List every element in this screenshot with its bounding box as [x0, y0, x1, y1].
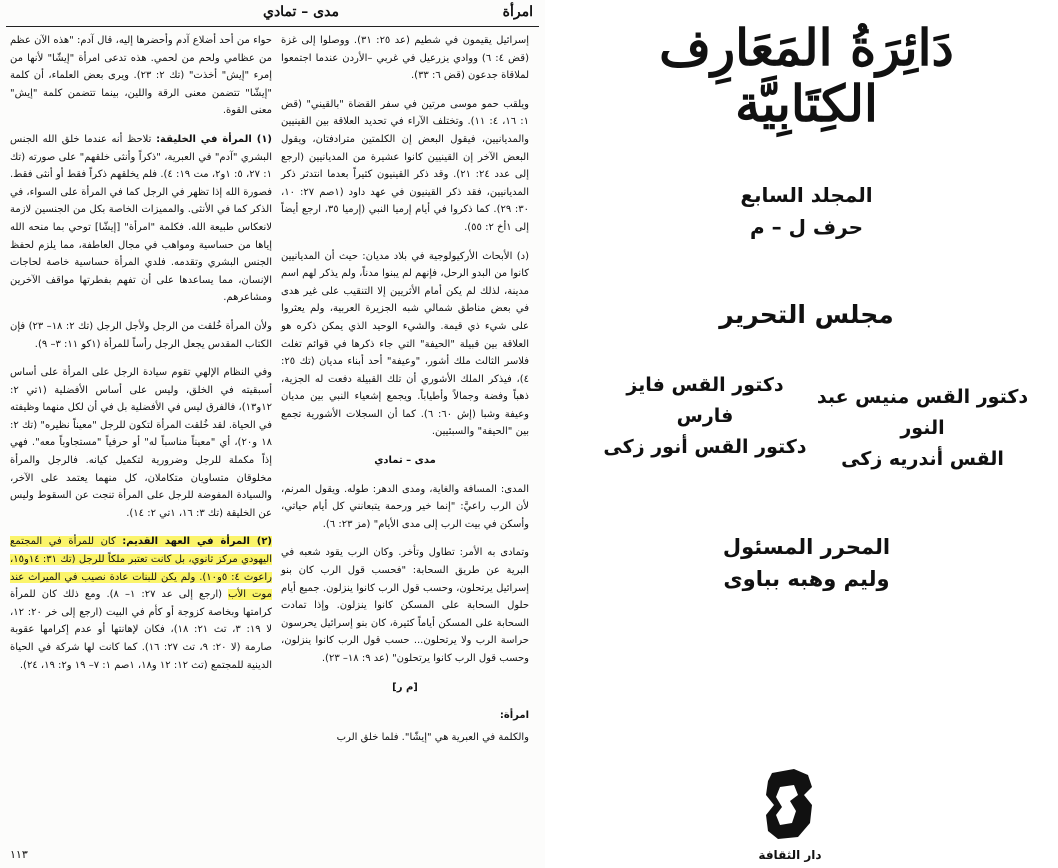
paragraph: حواء من أحد أضلاع آدم وأحضرها إليه، قال آدم: "هذه الآن عظم من عظامي ولحم من لحمي. هذه تدعى امرأة "إيشّا" لأنها من إمرء "إيش" أخذت" (تك ٢: ٢٣). ويرى بعض العلماء، أن كلمة "إيشّا" تتضمن معنى الرقة واللين، بينما تتضمن كلمة "إيش" معنى القوة.: [10, 35, 272, 117]
paragraph: (د) الأبحاث الأركيولوجية في بلاد مديان: حيث أن المديانيين كانوا من البدو الرحل، فإنهم لم يبنوا مدناً، ولم يذكر لهم اسم مدينة، لذلك لم يكن أمام الأثريين إلا التنقيب على غير هدى في بعض مناطق شمالي شبه الجزيرة العربية، ولم يعثروا على شيء ذي قيمة. والشيء الوحيد الذي يمكن ذكره هو العلاقة بين قبيلة "الحيفة" التي جاء ذكرها في قوائم تغلث فلاسر الثالث ملك أشور، "وعيفة" أحد أبناء مديان (تك ٢٥: ٤)، فيذكر الملك الأشوري أن تلك القبيلة دفعت له الجزية، ذهباً وفضة وجمالاً وأطياباً. ويجمع إشعياء النبي بين مديان وعيفة وشبا (إش ٦٠: ٦). كما أن السجلات الأشورية تجمع بين "الحيفة" والسبئيين.: [281, 250, 529, 438]
highlight-body: كان للمرأة في المجتمع اليهودي مركز ثانوي، بل كانت تعتبر ملكاً للرجل (تك ٣١: ١٤و١٥، راعوث ٤: ٥و١٠). ولم يكن للبنات عادة نصيب في الميراث عند موت الأب: [10, 536, 272, 601]
publisher-name: دار الثقافة: [758, 848, 822, 862]
paragraph: وفي النظام الإلهي تقوم سيادة الرجل على المرأة على أساس أسبقيته في الخلق، وليس على أساس الأفضلية (١تي ٢: ١٢و١٣)، فالفرق ليس في الأفضلية بل في أن لكل منهما وظيفته في الحياة. لقد خُلقت المرأة لتكون للرجل "معيناً نظيره" (تك ٢: ١٨ و٢٠)، أي "معيناً مناسباً له" أو حرفياً "مستجاوباً معه". فهي إذاً مكملة للرجل وضرورية لتكميل كيانه. فالرجل والمرأة مخلوقان متساويان متكاملان، كل منهما يعتمد على الآخر، والسيادة المفوضة للرجل على المرأة تنجت عن السقوط وليس عن الخليقة (تك ٣: ١٦، ١تي ٢: ١٤).: [10, 367, 272, 519]
publisher-logo: [750, 765, 830, 865]
header-entry-range: مدى – تمادي: [262, 4, 339, 20]
editor-name: دكتور القس فايز فارس: [626, 374, 784, 427]
cover-title-line1: دَائِرَةُ المَعَارِف: [659, 18, 954, 77]
paragraph-text: تلاحظ أنه عندما خلق الله الجنس البشري "آدم" في العبرية، "ذكراً وأنثى خلقهم" على صورته (تك ١: ٢٧، ٥: ١و٢، مت ١٩: ٤). فلم يخلقهم ذكراً فقط أو أنثى فقط. فصورة الله إذا تظهر في الرجل كما في المرأة على السواء، في الذكر كما في الأنثى. والمميزات الخاصة بكل من الجنسين لازمة لانعكاس طبيعة الله. فكلمة "امرأة" [إيشّا] توحي بما منحه الله إياها من حساسية ومواهب في مجال العاطفة، مما يلزم لحفظ الجنس البشري وتقدمه. فلدي المرأة حساسية خاصة لحاجات الإنسان، مما يساعدها على أن تفهم بفطرتها مواقف الآخرين ومشاعرهم.: [10, 133, 272, 304]
right-text-column: [281, 32, 529, 757]
subheading: (١) المرأة في الخليقة:: [156, 133, 272, 145]
left-text-column: [10, 32, 272, 685]
paragraph: ولأن المرأة خُلقت من الرجل ولأجل الرجل (تك ٢: ١٨– ٢٣) فإن الكتاب المقدس يجعل الرجل رأساً للمرأة (١كو ١١: ٣– ٩).: [10, 320, 272, 350]
volume-label: المجلد السابع: [740, 183, 873, 207]
paragraph: المدى: المسافة والغاية، ومدى الدهر: طوله. ويقول المرنم، لأن الرب راعيَّ: "إنما خير ورحمة يتبعانني كل أيام حياتي، وأسكن في بيت الرب إلى مدى الأيام" (مز ٢٣: ٦).: [281, 483, 529, 530]
editors-left: [595, 370, 815, 463]
paragraph: والكلمة في العبرية هي "إيشّا". فلما خلق الرب: [336, 731, 529, 743]
header-rule: [6, 26, 539, 27]
section-mark: [م ر]: [392, 681, 418, 693]
page-header: [8, 2, 539, 24]
paragraph-old-testament: [10, 533, 272, 674]
editor-name: دكتور القس منيس عبد النور: [816, 386, 1029, 439]
editor-name: القس أندريه زكى: [841, 448, 1004, 470]
letters-label: حرف ل – م: [750, 215, 863, 239]
subheading: (٢) المرأة في العهد القديم:: [122, 536, 272, 548]
responsible-editor-title: المحرر المسئول: [722, 535, 891, 559]
editor-name: دكتور القس أنور زكى: [603, 436, 807, 458]
editors-right: [805, 382, 1040, 475]
paragraph: إسرائيل يقيمون في شطيم (عد ٢٥: ٣١). ووصلوا إلى غزة (قض ٤: ٦) ووادي يزرعيل في غربي –الأردن عندما اجتمعوا لملاقاة جدعون (قض ٦: ٣٣).: [281, 35, 530, 82]
page-number: ١١٣: [10, 848, 28, 861]
paragraph-creation: [10, 131, 272, 307]
paragraph: وتمادى به الأمر: تطاول وتأخر. وكان الرب يقود شعبه في البرية عن طريق السحابة: "فحسب قول الرب كان بنو إسرائيل يرتحلون، وحسب قول الرب كانوا ينزلون. جميع أيام حلول السحابة على المسكن كانوا ينزلون. وإذا تمادت السحابة على المسكن أياماً كثيرة، كان بنو إسرائيل يحرسون حراسة الرب ولا يرتحلون... حسب قول الرب كانوا ينزلون، وحسب قول الرب كانوا يرتحلون" (عد ٩: ١٨– ٢٣).: [281, 547, 529, 664]
header-entry-word: امرأة: [502, 4, 533, 20]
cover-page: [555, 0, 1058, 868]
paragraph: ويلقب حمو موسى مرتين في سفر القضاة "بالقيني" (قض ١: ١٦، ٤: ١١). وتختلف الآراء في تحديد العلاقة بين القينيين والمديانيين، فيقول البعض إن الكلمتين مترادفتان، ويقول البعض الآخر إن القينيين كانوا عشيرة من المديانيين (ارجع إلى عدد ٢٤: ٢١). وقد ذكر القينيون كثيراً بعدما انتدثر ذكر المديانيين، فقد ذكر القينيون في عهد داود (١صم ٢٧: ١٠، ٣٠: ٢٩). كما ذكروا في أيام إرميا النبي (إرميا ٣٥، ارجع أيضاً إلى ١أخ ٢: ٥٥).: [281, 98, 530, 233]
cover-title: [555, 20, 1058, 132]
cover-title-line2: الكِتَابِيَّة: [735, 74, 878, 133]
editorial-board-title: مجلس التحرير: [719, 300, 894, 329]
entry-word-title: امرأة:: [499, 710, 529, 722]
paragraph-text: (ارجع إلى عد ٢٧: ١– ٨). ومع ذلك كان للمرأة كرامتها وبخاصة كزوجة أو كأم في البيت (ارجع إلى خر ٢٠: ١٢، لا ١٩: ٣، تث ٢١: ١٨)، فكان لإهانتها أو عدم إكرامها عقوبة صارمة (لا ٢٠: ٩، تث ٢٧: ١٦). كما كانت لها شركة في الحياة الدينية للمجتمع (تث ١٢: ١٢ و١٨، ١صم ١: ٧– ١٩ و٢: ١٩، ٢٤).: [10, 589, 272, 671]
entry-title: مدى – تمادي: [374, 455, 436, 467]
responsible-editor-name: وليم وهبه بباوى: [723, 567, 890, 591]
